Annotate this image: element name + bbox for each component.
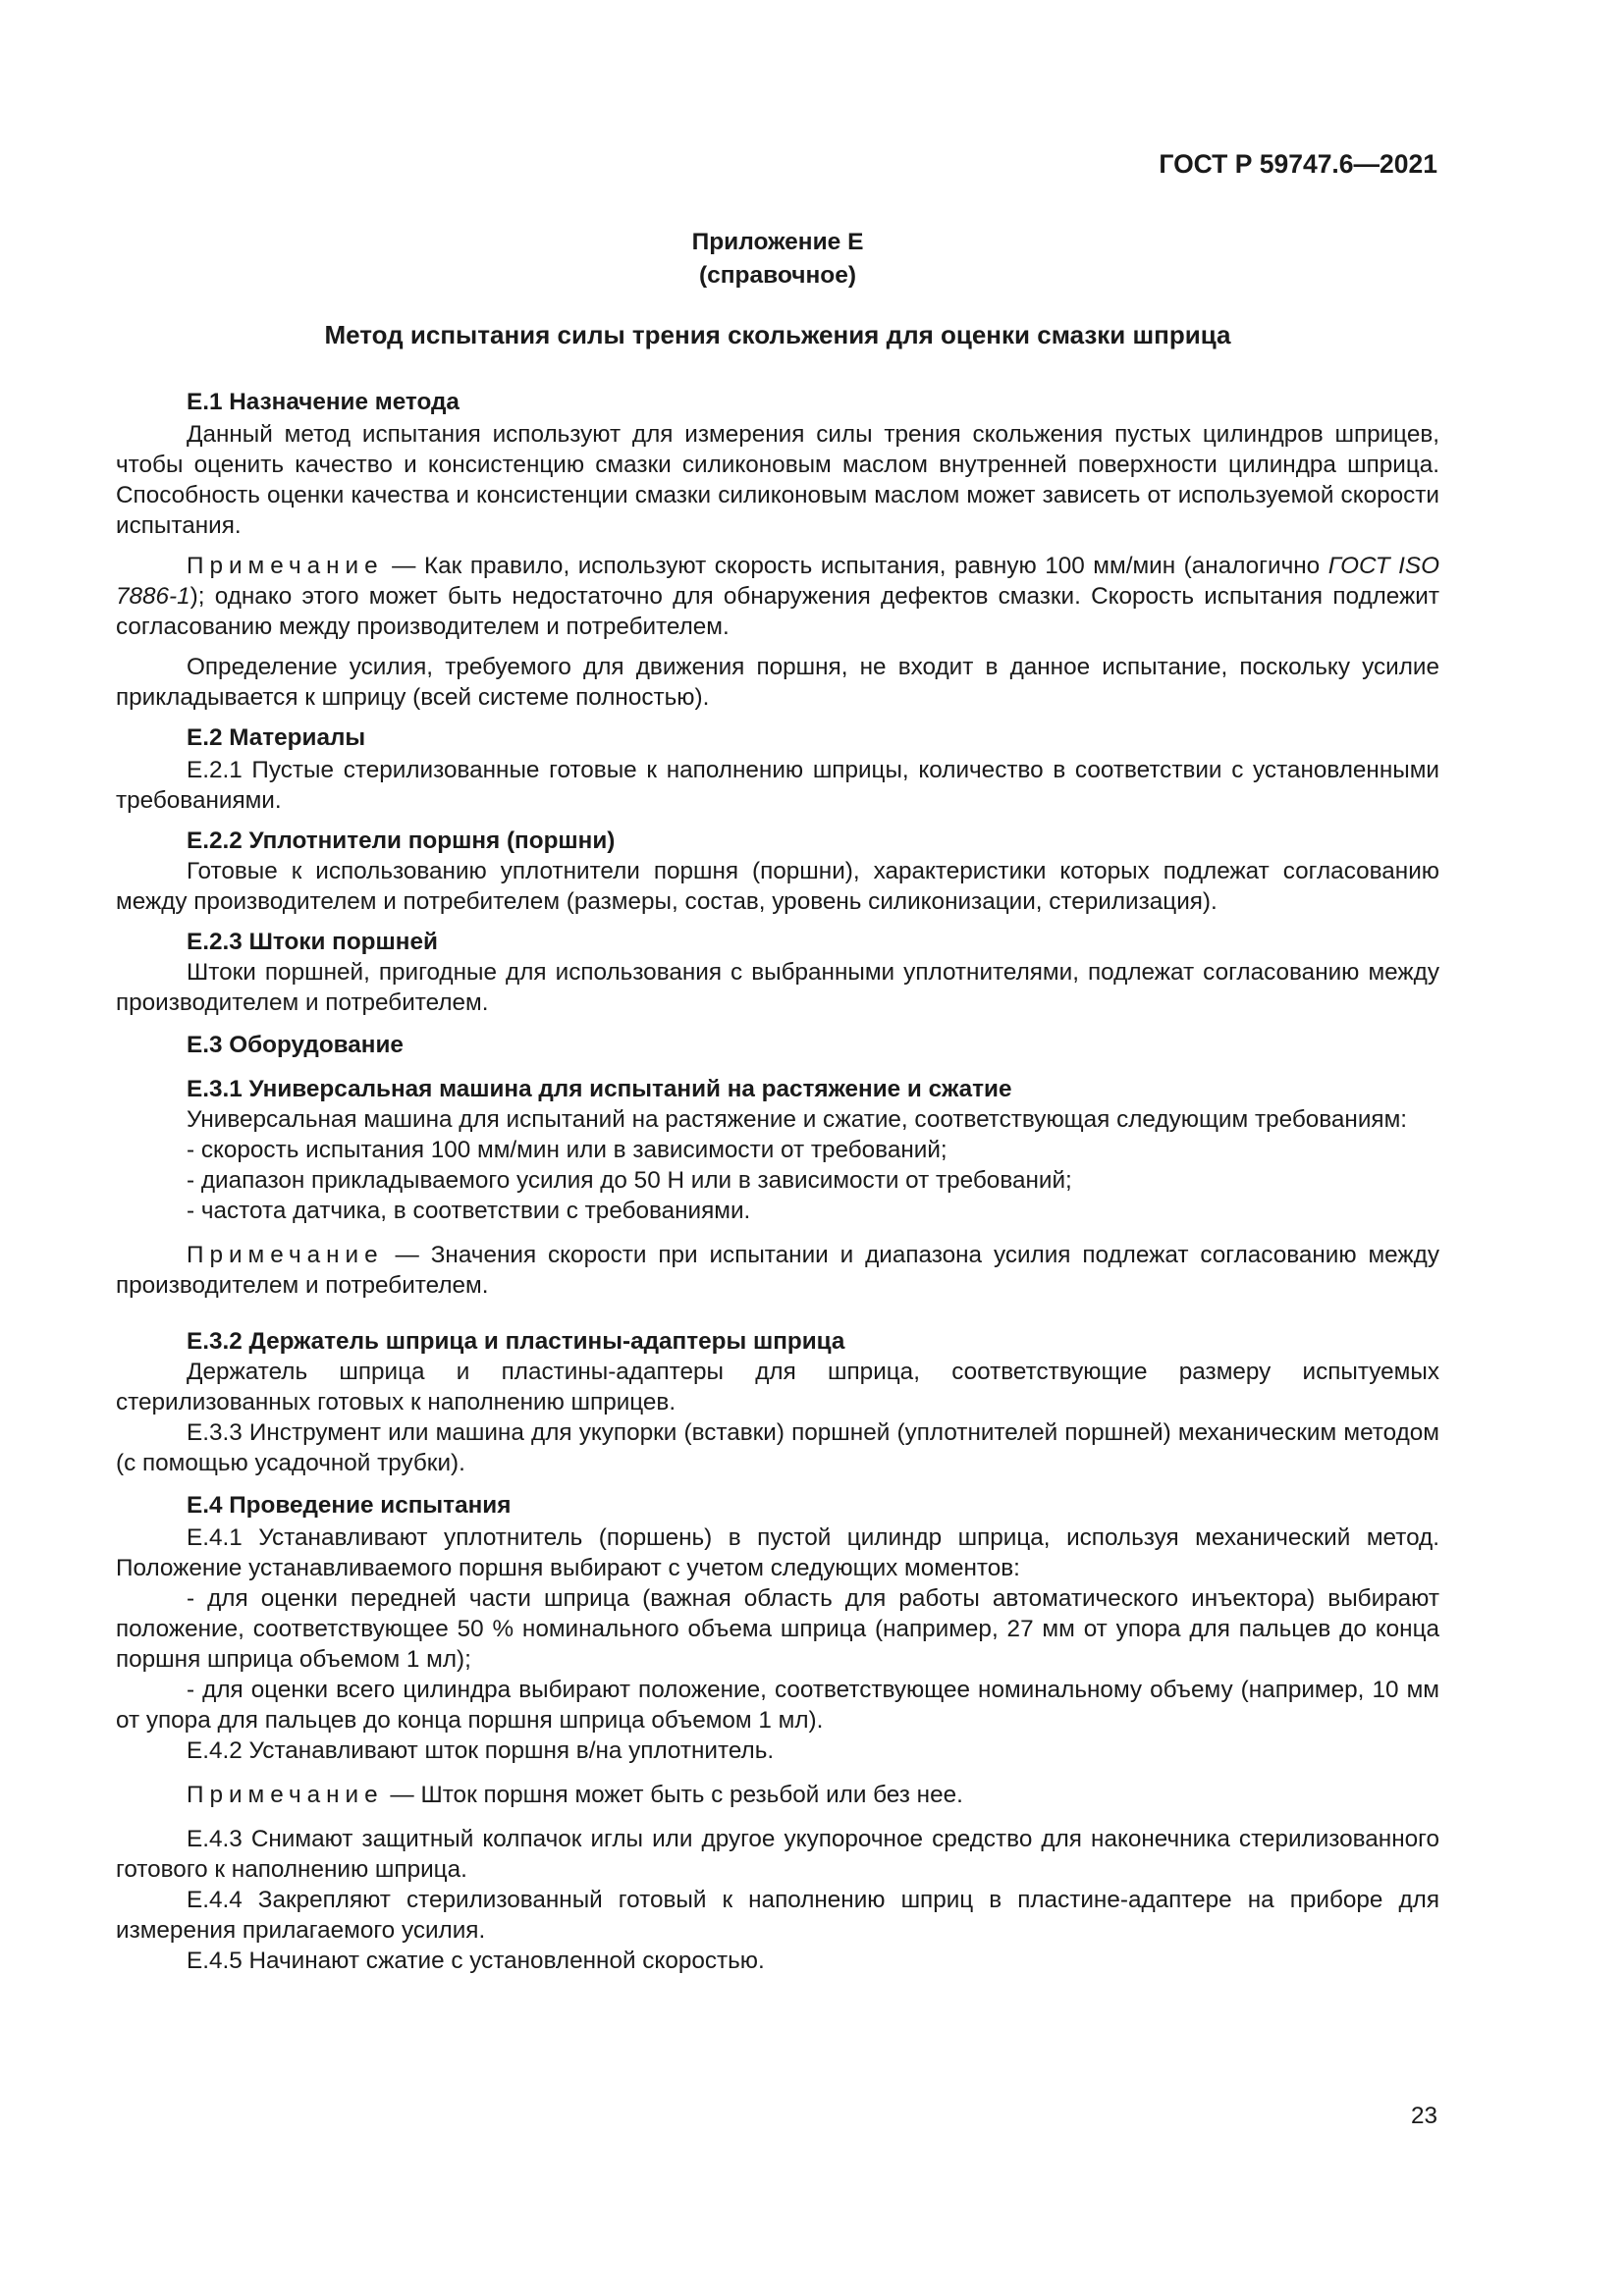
bullet-front-part: - для оценки передней части шприца (важная область для работы автоматического инъектора) выбирают положение, соответствующее 50 % номинального объема шприца (например, 27 мм от упора для пальцев до конца поршня шприца объемом 1 мл); xyxy=(116,1585,1439,1673)
page-number: 23 xyxy=(1410,2103,1437,2129)
section-heading-e4: E.4 Проведение испытания xyxy=(187,1492,512,1519)
note-e3 xyxy=(116,1240,1439,1301)
note-label: Примечание xyxy=(187,553,384,579)
subsection-heading-e3-1: E.3.1 Универсальная машина для испытаний на растяжение и сжатие xyxy=(187,1076,1012,1102)
paragraph-e4-4: E.4.4 Закрепляют стерилизованный готовый к наполнению шприц в пластине-адаптере на приборе для измерения прилагаемого усилия. xyxy=(116,1887,1439,1944)
annex-title: Приложение E xyxy=(691,229,864,255)
document-header: ГОСТ Р 59747.6—2021 xyxy=(1159,149,1437,179)
paragraph-e2-3: Штоки поршней, пригодные для использования с выбранными уплотнителями, подлежат согласованию между производителем и потребителем. xyxy=(116,959,1439,1016)
paragraph-e4-2: E.4.2 Устанавливают шток поршня в/на уплотнитель. xyxy=(187,1737,775,1764)
paragraph-e2-1: E.2.1 Пустые стерилизованные готовые к наполнению шприцы, количество в соответствии с установленными требованиями. xyxy=(116,757,1439,814)
note-text: — Значения скорости при испытании и диапазона усилия подлежат согласованию между производителем и потребителем. xyxy=(116,1242,1439,1299)
note-label: Примечание xyxy=(187,1242,384,1268)
paragraph-e3-3: E.3.3 Инструмент или машина для укупорки (вставки) поршней (уплотнителей поршней) механическим методом (с помощью усадочной трубки). xyxy=(116,1419,1439,1476)
bullet-whole-barrel: - для оценки всего цилиндра выбирают положение, соответствующее номинальному объему (например, 10 мм от упора для пальцев до конца поршня шприца объемом 1 мл). xyxy=(116,1677,1439,1734)
section-heading-e3: E.3 Оборудование xyxy=(187,1032,404,1058)
section-heading-e1: E.1 Назначение метода xyxy=(187,389,460,415)
list-item-sensor-frequency: - частота датчика, в соответствии с требованиями. xyxy=(187,1198,751,1224)
note-e4 xyxy=(116,1780,1439,1810)
note-text-a: — Как правило, используют скорость испытания, равную 100 мм/мин (аналогично xyxy=(383,553,1328,579)
list-item-speed: - скорость испытания 100 мм/мин или в зависимости от требований; xyxy=(187,1137,947,1163)
paragraph-e1-purpose: Данный метод испытания используют для измерения силы трения скольжения пустых цилиндров шприцев, чтобы оценить качество и консистенцию смазки силиконовым маслом внутренней поверхности цилиндра шприца. Способность оценки качества и консистенции смазки силиконовым маслом может зависеть от используемой скорости испытания. xyxy=(116,421,1439,539)
note-text-b: ); однако этого может быть недостаточно для обнаружения дефектов смазки. Скорость испытания подлежит согласованию между производителем и потребителем. xyxy=(116,583,1439,640)
paragraph-e4-5: E.4.5 Начинают сжатие с установленной скоростью. xyxy=(187,1948,765,1974)
paragraph-e2-2: Готовые к использованию уплотнители поршня (поршни), характеристики которых подлежат согласованию между производителем и потребителем (размеры, состав, уровень силиконизации, стерилизация). xyxy=(116,858,1439,915)
annex-type: (справочное) xyxy=(698,262,857,289)
paragraph-e4-3: E.4.3 Снимают защитный колпачок иглы или другое укупорочное средство для наконечника стерилизованного готового к наполнению шприца. xyxy=(116,1826,1439,1883)
paragraph-e3-1: Универсальная машина для испытаний на растяжение и сжатие, соответствующая следующим требованиям: xyxy=(187,1106,1408,1133)
section-heading-e2: E.2 Материалы xyxy=(187,724,366,751)
list-item-force-range: - диапазон прикладываемого усилия до 50 Н или в зависимости от требований; xyxy=(187,1167,1072,1194)
document-title: Метод испытания силы трения скольжения для оценки смазки шприца xyxy=(324,320,1231,349)
document-body xyxy=(116,226,1439,1976)
subsection-heading-e3-2: E.3.2 Держатель шприца и пластины-адаптеры шприца xyxy=(187,1328,845,1355)
subsection-heading-e2-2: E.2.2 Уплотнители поршня (поршни) xyxy=(187,828,616,854)
subsection-heading-e2-3: E.2.3 Штоки поршней xyxy=(187,929,438,955)
note-reference: ГОСТ ISO 7886-1 xyxy=(116,553,1439,610)
note-text: — Шток поршня может быть с резьбой или без нее. xyxy=(383,1782,963,1808)
note-label: Примечание xyxy=(187,1782,384,1808)
paragraph-e3-2: Держатель шприца и пластины-адаптеры для шприца, соответствующие размеру испытуемых стерилизованных готовых к наполнению шприцев. xyxy=(116,1359,1439,1415)
note-e1 xyxy=(116,551,1439,642)
paragraph-e1-force: Определение усилия, требуемого для движения поршня, не входит в данное испытание, поскольку усилие прикладывается к шприцу (всей системе полностью). xyxy=(116,654,1439,711)
paragraph-e4-1: E.4.1 Устанавливают уплотнитель (поршень) в пустой цилиндр шприца, используя механический метод. Положение устанавливаемого поршня выбирают с учетом следующих моментов: xyxy=(116,1524,1439,1581)
